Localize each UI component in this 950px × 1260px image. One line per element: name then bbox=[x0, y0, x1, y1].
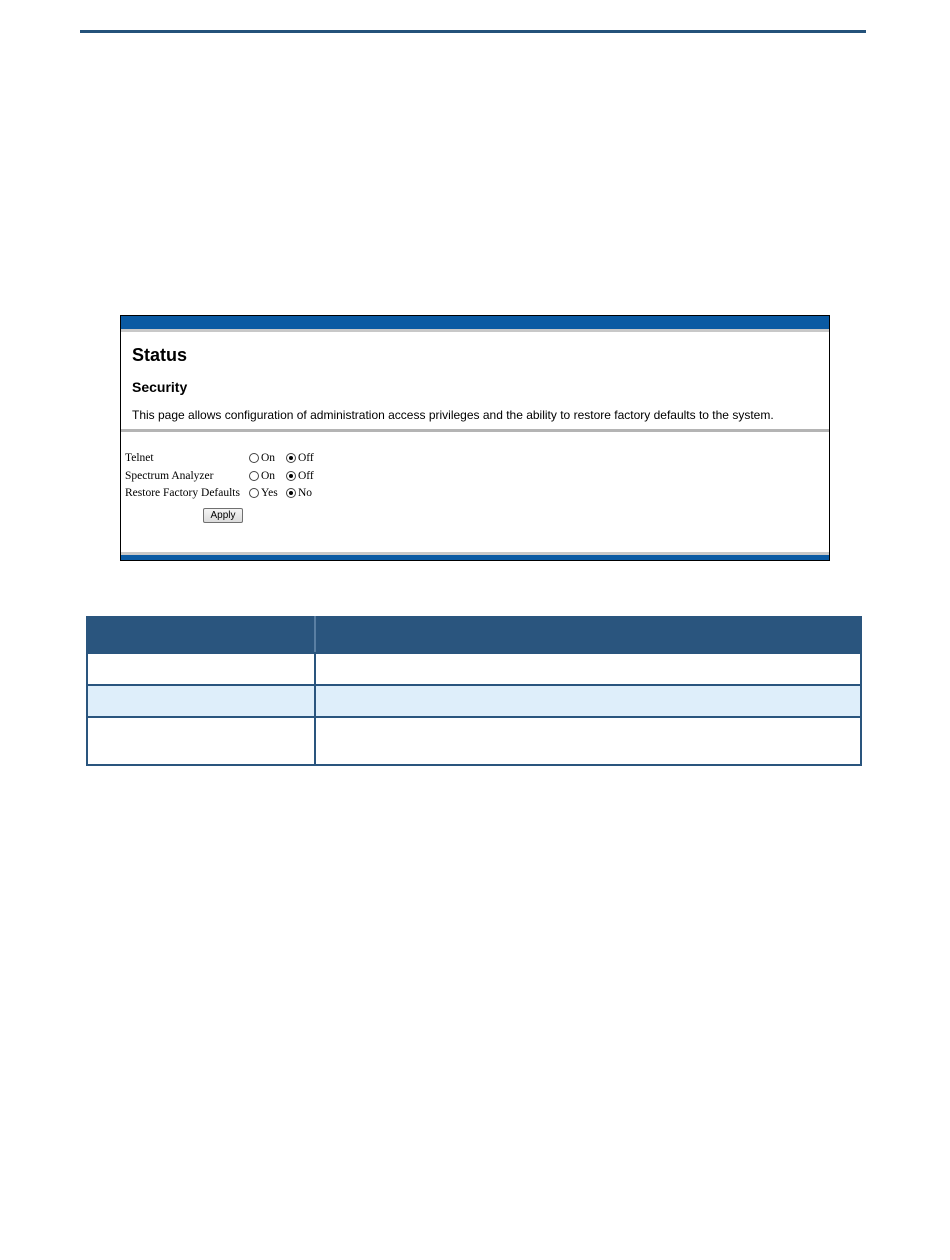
table-cell bbox=[315, 685, 861, 717]
restore-no-label: No bbox=[298, 487, 313, 499]
restore-yes-radio[interactable] bbox=[249, 488, 259, 498]
telnet-on-label: On bbox=[261, 452, 276, 464]
telnet-off-option[interactable] bbox=[286, 452, 314, 464]
spectrum-analyzer-label: Spectrum Analyzer bbox=[125, 470, 214, 482]
table-cell bbox=[87, 717, 315, 765]
spectrum-on-label: On bbox=[261, 470, 276, 482]
top-rule bbox=[80, 30, 866, 33]
spectrum-on-option[interactable] bbox=[249, 470, 275, 482]
restore-no-radio[interactable] bbox=[286, 488, 296, 498]
table-header-cell bbox=[315, 617, 861, 653]
table-cell bbox=[87, 685, 315, 717]
page-subtitle: Security bbox=[132, 379, 188, 395]
field-description-table bbox=[86, 616, 862, 766]
restore-no-option[interactable] bbox=[286, 487, 312, 499]
restore-defaults-label: Restore Factory Defaults bbox=[125, 487, 240, 499]
table-row bbox=[87, 717, 861, 765]
restore-yes-label: Yes bbox=[261, 487, 278, 499]
page-description: This page allows configuration of administration access privileges and the ability to restore factory defaults to the system. bbox=[132, 408, 774, 422]
section-divider bbox=[121, 429, 829, 432]
table-row bbox=[87, 685, 861, 717]
footer-bar bbox=[121, 555, 829, 560]
restore-yes-option[interactable] bbox=[249, 487, 278, 499]
spectrum-off-option[interactable] bbox=[286, 470, 314, 482]
table-cell bbox=[315, 717, 861, 765]
spectrum-off-radio[interactable] bbox=[286, 471, 296, 481]
telnet-on-radio[interactable] bbox=[249, 453, 259, 463]
telnet-off-label: Off bbox=[298, 452, 314, 464]
telnet-on-option[interactable] bbox=[249, 452, 275, 464]
table-row bbox=[87, 653, 861, 685]
security-screenshot bbox=[120, 315, 830, 561]
table-header-cell bbox=[87, 617, 315, 653]
table-cell bbox=[87, 653, 315, 685]
spectrum-on-radio[interactable] bbox=[249, 471, 259, 481]
apply-button[interactable]: Apply bbox=[203, 508, 243, 523]
header-bar bbox=[121, 316, 829, 329]
telnet-off-radio[interactable] bbox=[286, 453, 296, 463]
telnet-label: Telnet bbox=[125, 452, 154, 464]
table-cell bbox=[315, 653, 861, 685]
table-header-row bbox=[87, 617, 861, 653]
page-title: Status bbox=[132, 345, 188, 365]
spectrum-off-label: Off bbox=[298, 470, 314, 482]
header-bar-shadow bbox=[121, 329, 829, 332]
